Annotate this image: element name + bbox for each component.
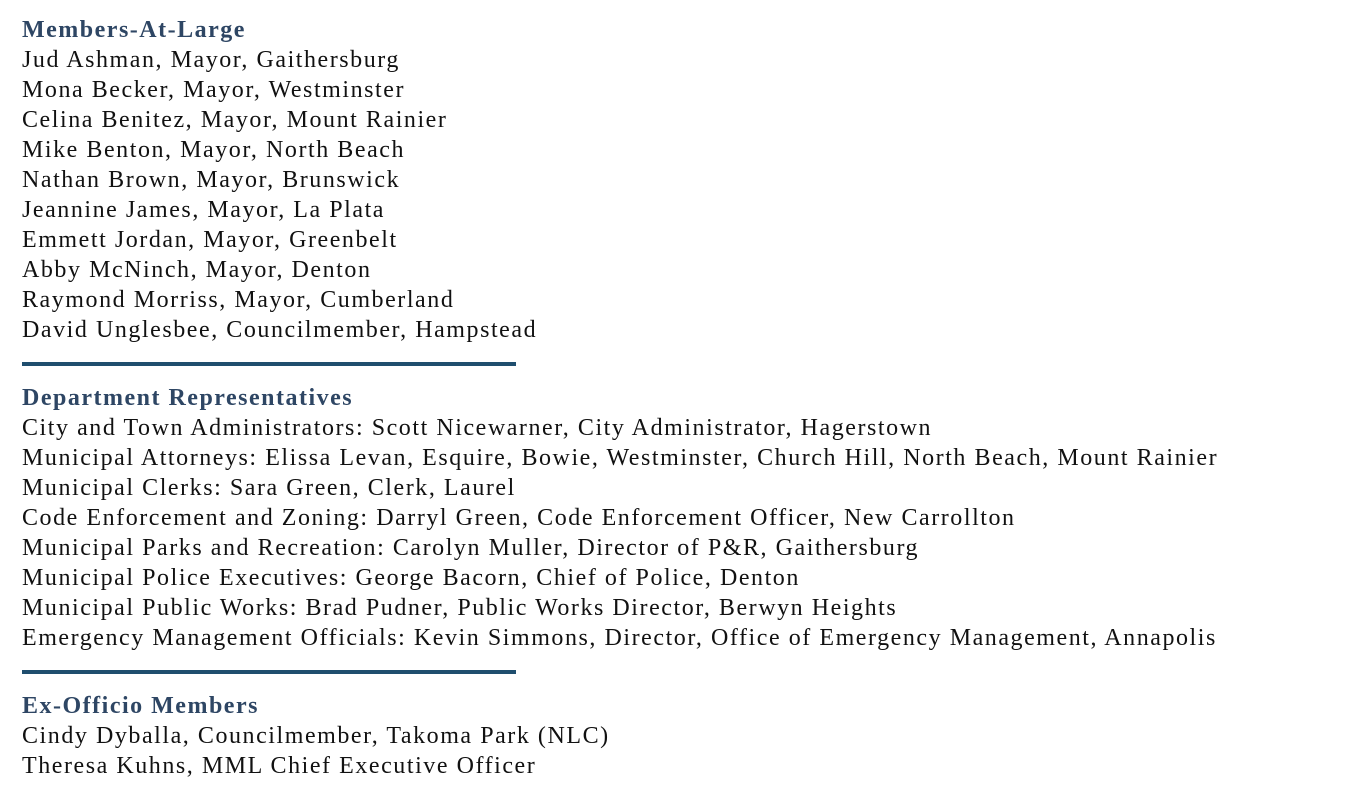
ex-officio-line: Cindy Dyballa, Councilmember, Takoma Park (NLC) <box>22 723 610 749</box>
member-line: Jud Ashman, Mayor, Gaithersburg <box>22 47 400 73</box>
department-line: Municipal Public Works: Brad Pudner, Public Works Director, Berwyn Heights <box>22 595 898 621</box>
section-divider <box>22 670 516 674</box>
member-line: Mike Benton, Mayor, North Beach <box>22 137 406 163</box>
ex-officio-line: Theresa Kuhns, MML Chief Executive Officer <box>22 753 537 779</box>
department-line: Code Enforcement and Zoning: Darryl Green, Code Enforcement Officer, New Carrollton <box>22 505 1016 531</box>
member-line: David Unglesbee, Councilmember, Hampstead <box>22 317 538 343</box>
member-line: Celina Benitez, Mayor, Mount Rainier <box>22 107 448 133</box>
member-line: Jeannine James, Mayor, La Plata <box>22 197 385 223</box>
member-line: Abby McNinch, Mayor, Denton <box>22 257 372 283</box>
member-line: Nathan Brown, Mayor, Brunswick <box>22 167 401 193</box>
department-representatives-heading: Department Representatives <box>22 385 354 411</box>
department-representatives-section <box>22 383 1362 653</box>
member-line: Emmett Jordan, Mayor, Greenbelt <box>22 227 398 253</box>
department-line: City and Town Administrators: Scott Nicewarner, City Administrator, Hagerstown <box>22 415 933 441</box>
department-line: Emergency Management Officials: Kevin Simmons, Director, Office of Emergency Management, Annapolis <box>22 625 1217 651</box>
member-line: Mona Becker, Mayor, Westminster <box>22 77 406 103</box>
ex-officio-members-heading: Ex-Officio Members <box>22 693 259 719</box>
department-line: Municipal Attorneys: Elissa Levan, Esquire, Bowie, Westminster, Church Hill, North Beach, Mount Rainier <box>22 445 1219 471</box>
roster-page <box>22 15 1362 781</box>
department-line: Municipal Clerks: Sara Green, Clerk, Laurel <box>22 475 516 501</box>
department-line: Municipal Parks and Recreation: Carolyn Muller, Director of P&R, Gaithersburg <box>22 535 920 561</box>
ex-officio-members-section <box>22 691 1362 781</box>
section-divider <box>22 362 516 366</box>
members-at-large-heading: Members-At-Large <box>22 17 246 43</box>
department-line: Municipal Police Executives: George Bacorn, Chief of Police, Denton <box>22 565 800 591</box>
members-at-large-section <box>22 15 1362 345</box>
member-line: Raymond Morriss, Mayor, Cumberland <box>22 287 455 313</box>
